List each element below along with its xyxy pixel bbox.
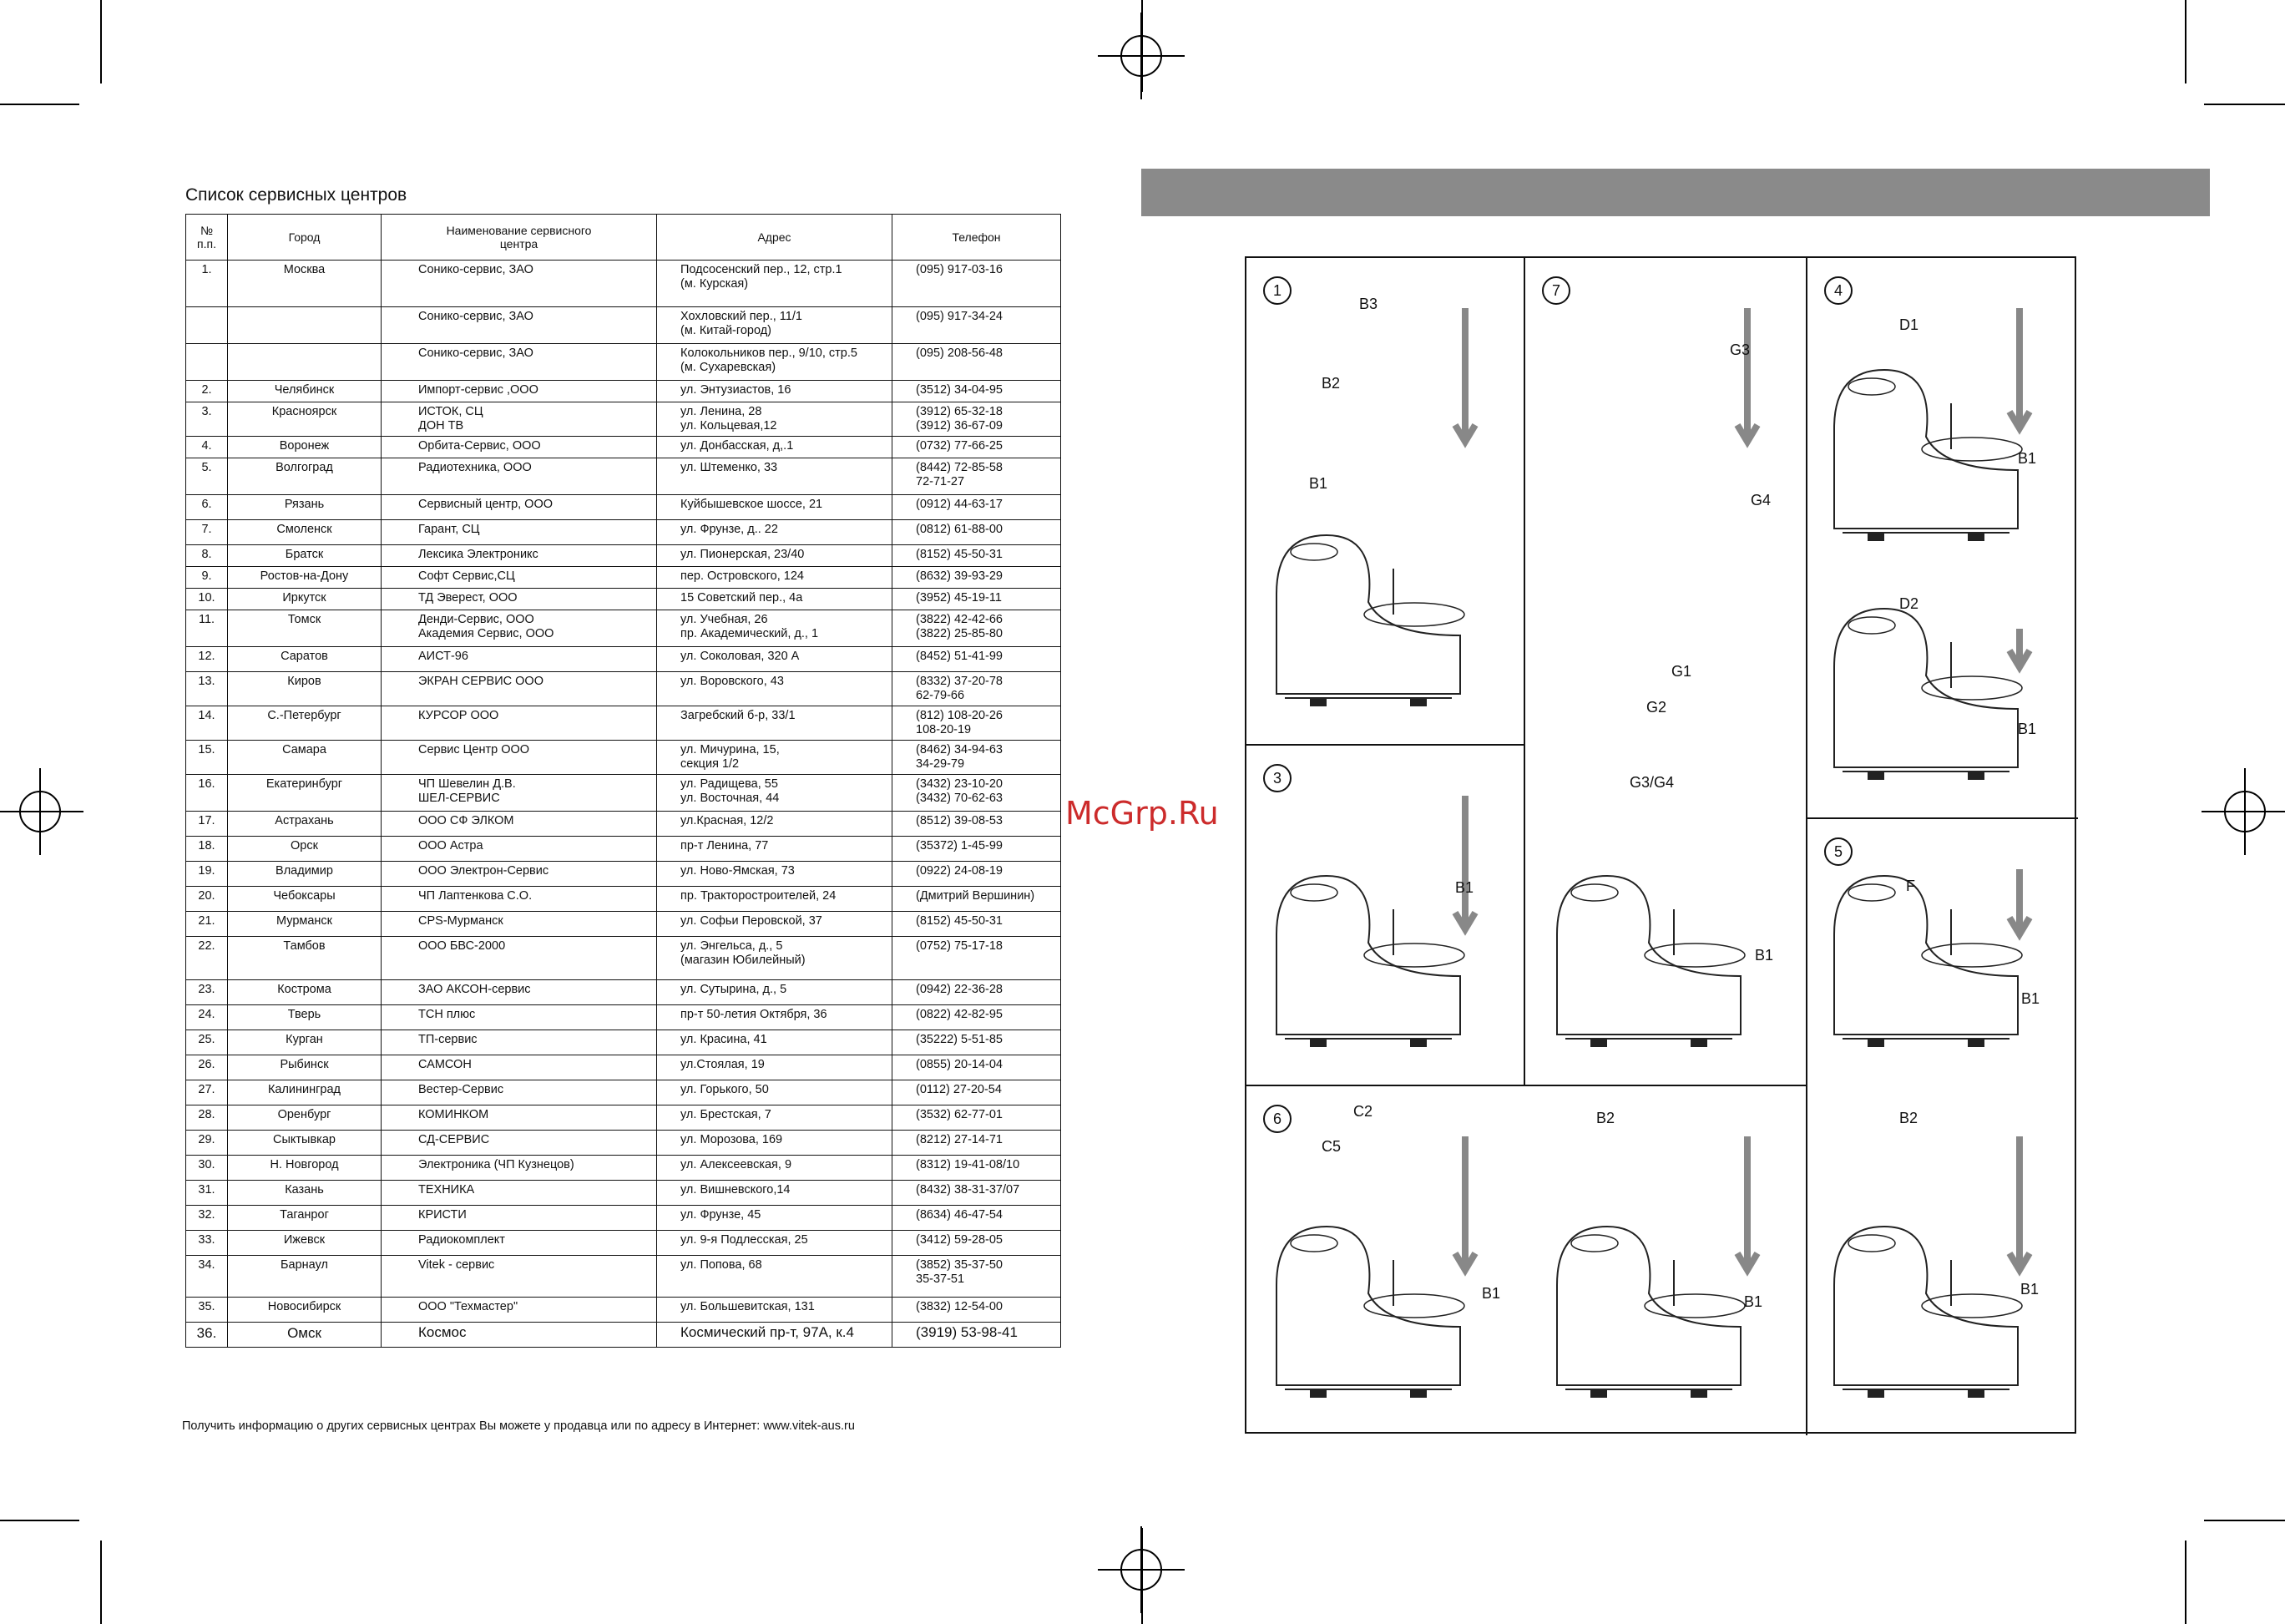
part-label: G4: [1751, 492, 1772, 508]
cell-num: [186, 344, 228, 381]
cell-org: КУРСОР ООО: [382, 706, 657, 741]
assembly-step-panel: [1246, 1086, 1524, 1435]
cell-phone: (8212) 27-14-71: [892, 1131, 1061, 1156]
crop-mark: [2204, 104, 2285, 105]
cell-org: Сонико-сервис, ЗАО: [382, 344, 657, 381]
cell-addr: ул. Софьи Перовской, 37: [657, 912, 892, 937]
step-number-badge: 6: [1263, 1105, 1292, 1133]
table-row: [186, 812, 1061, 837]
cell-num: 7.: [186, 520, 228, 545]
table-row: [186, 1256, 1061, 1298]
cell-addr: 15 Советский пер., 4а: [657, 589, 892, 610]
cell-addr: пр. Тракторостроителей, 24: [657, 887, 892, 912]
cell-num: 22.: [186, 937, 228, 980]
table-row: [186, 261, 1061, 307]
cell-city: Таганрог: [228, 1206, 382, 1231]
table-row: [186, 1206, 1061, 1231]
cell-num: 15.: [186, 741, 228, 775]
cell-num: 10.: [186, 589, 228, 610]
cell-addr: Колокольников пер., 9/10, стр.5 (м. Сухаревская): [657, 344, 892, 381]
cell-city: Рязань: [228, 495, 382, 520]
cell-num: 1.: [186, 261, 228, 307]
cell-city: Волгоград: [228, 458, 382, 495]
food-processor-illustration: [1807, 579, 2078, 817]
cell-city: Новосибирск: [228, 1298, 382, 1323]
part-label: G2: [1646, 699, 1667, 716]
cell-addr: ул. Брестская, 7: [657, 1105, 892, 1131]
cell-addr: ул. Учебная, 26 пр. Академический, д., 1: [657, 610, 892, 647]
cell-org: Гарант, СЦ: [382, 520, 657, 545]
cell-addr: Загребский б-р, 33/1: [657, 706, 892, 741]
cell-phone: (Дмитрий Вершинин): [892, 887, 1061, 912]
assembly-step-panel: [1525, 258, 1806, 1085]
cell-num: 13.: [186, 672, 228, 706]
table-row: [186, 647, 1061, 672]
cell-phone: (0855) 20-14-04: [892, 1055, 1061, 1080]
part-label: B2: [1322, 375, 1341, 392]
cell-addr: Подсосенский пер., 12, стр.1 (м. Курская): [657, 261, 892, 307]
cell-addr: ул. Морозова, 169: [657, 1131, 892, 1156]
cell-phone: (8152) 45-50-31: [892, 912, 1061, 937]
cell-addr: ул. Алексеевская, 9: [657, 1156, 892, 1181]
cell-city: Иркутск: [228, 589, 382, 610]
cell-org: КРИСТИ: [382, 1206, 657, 1231]
cell-addr: пр-т 50-летия Октября, 36: [657, 1005, 892, 1030]
cell-num: 12.: [186, 647, 228, 672]
table-row: [186, 1055, 1061, 1080]
cell-phone: (8312) 19-41-08/10: [892, 1156, 1061, 1181]
cell-num: 6.: [186, 495, 228, 520]
crop-mark: [0, 1520, 79, 1521]
cell-org: ЭКРАН СЕРВИС ООО: [382, 672, 657, 706]
part-label: B1: [2020, 1281, 2040, 1298]
cell-city: Н. Новгород: [228, 1156, 382, 1181]
cell-phone: (35222) 5-51-85: [892, 1030, 1061, 1055]
cell-phone: (0752) 75-17-18: [892, 937, 1061, 980]
table-row: [186, 589, 1061, 610]
crop-mark: [100, 0, 102, 83]
cell-addr: ул. Мичурина, 15, секция 1/2: [657, 741, 892, 775]
table-row: [186, 1131, 1061, 1156]
cell-phone: (0822) 42-82-95: [892, 1005, 1061, 1030]
column-header-phone: Телефон: [892, 215, 1061, 261]
cell-num: 34.: [186, 1256, 228, 1298]
cell-num: 11.: [186, 610, 228, 647]
part-label: G1: [1671, 663, 1692, 680]
cell-num: 27.: [186, 1080, 228, 1105]
cell-addr: ул. 9-я Подлесская, 25: [657, 1231, 892, 1256]
cell-phone: (8512) 39-08-53: [892, 812, 1061, 837]
table-header-row: [186, 215, 1061, 261]
cell-phone: (0732) 77-66-25: [892, 437, 1061, 458]
part-label: B1: [2018, 450, 2037, 467]
cell-num: 25.: [186, 1030, 228, 1055]
part-label: B1: [2021, 990, 2040, 1007]
table-row: [186, 980, 1061, 1005]
footer-note: Получить информацию о других сервисных центрах Вы можете у продавца или по адресу в Интернет: www.vitek-aus.ru: [182, 1419, 855, 1433]
cell-org: ООО Астра: [382, 837, 657, 862]
table-row: [186, 437, 1061, 458]
cell-city: Ижевск: [228, 1231, 382, 1256]
cell-phone: (8632) 39-93-29: [892, 567, 1061, 589]
part-label: B1: [1455, 879, 1474, 896]
cell-addr: ул. Донбасская, д,.1: [657, 437, 892, 458]
cell-org: Электроника (ЧП Кузнецов): [382, 1156, 657, 1181]
part-label: F: [1906, 878, 1915, 894]
food-processor-illustration: [1807, 1086, 2078, 1435]
cell-phone: (0812) 61-88-00: [892, 520, 1061, 545]
cell-num: 32.: [186, 1206, 228, 1231]
cell-addr: ул. Красина, 41: [657, 1030, 892, 1055]
cell-phone: (812) 108-20-26 108-20-19: [892, 706, 1061, 741]
table-row: [186, 837, 1061, 862]
table-row: [186, 307, 1061, 344]
table-row: [186, 706, 1061, 741]
cell-phone: (3512) 34-04-95: [892, 381, 1061, 402]
section-header-bar: [1141, 169, 2210, 216]
cell-org: ООО Электрон-Сервис: [382, 862, 657, 887]
cell-num: 35.: [186, 1298, 228, 1323]
part-label: D2: [1899, 595, 1919, 612]
cell-addr: ул. Энгельса, д., 5 (магазин Юбилейный): [657, 937, 892, 980]
part-label: B1: [1309, 475, 1328, 492]
registration-mark: [1098, 13, 1185, 99]
cell-phone: (3832) 12-54-00: [892, 1298, 1061, 1323]
cell-num: 30.: [186, 1156, 228, 1181]
cell-city: Казань: [228, 1181, 382, 1206]
cell-num: 18.: [186, 837, 228, 862]
cell-addr: ул. Большевитская, 131: [657, 1298, 892, 1323]
cell-phone: (0922) 24-08-19: [892, 862, 1061, 887]
cell-city: Орск: [228, 837, 382, 862]
cell-num: 21.: [186, 912, 228, 937]
cell-addr: ул. Горького, 50: [657, 1080, 892, 1105]
cell-addr: пр-т Ленина, 77: [657, 837, 892, 862]
crop-mark: [100, 1541, 102, 1624]
cell-city: Москва: [228, 261, 382, 307]
cell-num: 19.: [186, 862, 228, 887]
cell-phone: (3412) 59-28-05: [892, 1231, 1061, 1256]
part-label: B2: [1596, 1110, 1615, 1126]
part-label: B2: [1899, 1110, 1918, 1126]
cell-num: 31.: [186, 1181, 228, 1206]
cell-org: ТД Эверест, ООО: [382, 589, 657, 610]
cell-phone: (8332) 37-20-78 62-79-66: [892, 672, 1061, 706]
table-row: [186, 610, 1061, 647]
food-processor-illustration: [1525, 1086, 1806, 1435]
cell-addr: ул. Ленина, 28 ул. Кольцевая,12: [657, 402, 892, 437]
cell-city: Мурманск: [228, 912, 382, 937]
cell-num: 36.: [186, 1323, 228, 1348]
cell-org: ЗАО АКСОН-сервис: [382, 980, 657, 1005]
cell-city: Челябинск: [228, 381, 382, 402]
table-row: [186, 458, 1061, 495]
table-row: [186, 545, 1061, 567]
cell-phone: (8152) 45-50-31: [892, 545, 1061, 567]
assembly-diagram: [1245, 256, 2076, 1434]
cell-org: CPS-Мурманск: [382, 912, 657, 937]
cell-phone: (8452) 51-41-99: [892, 647, 1061, 672]
cell-addr: ул. Ново-Ямская, 73: [657, 862, 892, 887]
cell-addr: ул. Попова, 68: [657, 1256, 892, 1298]
cell-city: Владимир: [228, 862, 382, 887]
cell-phone: (8634) 46-47-54: [892, 1206, 1061, 1231]
cell-addr: ул. Вишневского,14: [657, 1181, 892, 1206]
cell-org: ЧП Лаптенкова С.О.: [382, 887, 657, 912]
table-row: [186, 1005, 1061, 1030]
table-row: [186, 402, 1061, 437]
registration-mark: [2202, 768, 2285, 855]
table-row: [186, 520, 1061, 545]
assembly-step-panel: [1246, 258, 1524, 744]
part-label: B1: [2018, 721, 2037, 737]
cell-addr: Космический пр-т, 97А, к.4: [657, 1323, 892, 1348]
part-label: B1: [1482, 1285, 1501, 1302]
assembly-step-panel: [1807, 1086, 2078, 1435]
cell-phone: (095) 917-03-16: [892, 261, 1061, 307]
cell-org: Орбита-Сервис, ООО: [382, 437, 657, 458]
cell-org: Вестер-Сервис: [382, 1080, 657, 1105]
page-title: Список сервисных центров: [185, 185, 407, 205]
cell-org: ЧП Шевелин Д.В. ШЕЛ-СЕРВИС: [382, 775, 657, 812]
cell-num: 26.: [186, 1055, 228, 1080]
part-label: D1: [1899, 316, 1919, 333]
cell-org: Радиокомплект: [382, 1231, 657, 1256]
cell-phone: (0912) 44-63-17: [892, 495, 1061, 520]
table-row: [186, 1231, 1061, 1256]
cell-org: Сервис Центр ООО: [382, 741, 657, 775]
watermark: McGrp.Ru: [1065, 795, 1219, 832]
cell-city: Рыбинск: [228, 1055, 382, 1080]
food-processor-illustration: [1807, 258, 2078, 579]
cell-city: [228, 307, 382, 344]
table-row: [186, 672, 1061, 706]
table-row: [186, 495, 1061, 520]
cell-num: 20.: [186, 887, 228, 912]
cell-org: Vitek - сервис: [382, 1256, 657, 1298]
cell-org: АИСТ-96: [382, 647, 657, 672]
part-label: C5: [1322, 1138, 1342, 1155]
table-row: [186, 1080, 1061, 1105]
cell-org: Сонико-сервис, ЗАО: [382, 261, 657, 307]
cell-num: 8.: [186, 545, 228, 567]
cell-phone: (8462) 34-94-63 34-29-79: [892, 741, 1061, 775]
cell-num: 24.: [186, 1005, 228, 1030]
crop-mark: [2185, 0, 2186, 83]
cell-addr: Куйбышевское шоссе, 21: [657, 495, 892, 520]
cell-phone: (3822) 42-42-66 (3822) 25-85-80: [892, 610, 1061, 647]
cell-num: 4.: [186, 437, 228, 458]
column-header-city: Город: [228, 215, 382, 261]
cell-city: Воронеж: [228, 437, 382, 458]
cell-org: Космос: [382, 1323, 657, 1348]
column-header-org: Наименование сервисного центра: [382, 215, 657, 261]
table-row: [186, 1181, 1061, 1206]
cell-num: 14.: [186, 706, 228, 741]
cell-addr: ул. Фрунзе, 45: [657, 1206, 892, 1231]
cell-org: ТСН плюс: [382, 1005, 657, 1030]
table-row: [186, 887, 1061, 912]
table-row: [186, 937, 1061, 980]
cell-phone: (3952) 45-19-11: [892, 589, 1061, 610]
cell-city: Чебоксары: [228, 887, 382, 912]
cell-city: Екатеринбург: [228, 775, 382, 812]
cell-city: Томск: [228, 610, 382, 647]
cell-org: Лексика Электроникс: [382, 545, 657, 567]
cell-num: [186, 307, 228, 344]
cell-addr: ул. Фрунзе, д.. 22: [657, 520, 892, 545]
cell-city: Омск: [228, 1323, 382, 1348]
cell-addr: ул.Стоялая, 19: [657, 1055, 892, 1080]
part-label: B1: [1755, 947, 1774, 964]
cell-city: Курган: [228, 1030, 382, 1055]
cell-org: САМСОН: [382, 1055, 657, 1080]
cell-num: 17.: [186, 812, 228, 837]
assembly-step-panel: [1807, 819, 2078, 1085]
assembly-step-panel: [1246, 746, 1524, 1085]
cell-phone: (095) 917-34-24: [892, 307, 1061, 344]
cell-city: Саратов: [228, 647, 382, 672]
cell-org: СД-СЕРВИС: [382, 1131, 657, 1156]
table-row: [186, 741, 1061, 775]
cell-phone: (095) 208-56-48: [892, 344, 1061, 381]
cell-city: Тамбов: [228, 937, 382, 980]
crop-mark: [2204, 1520, 2285, 1521]
cell-city: Ростов-на-Дону: [228, 567, 382, 589]
table-row: [186, 775, 1061, 812]
cell-num: 16.: [186, 775, 228, 812]
part-label: B3: [1359, 296, 1378, 312]
service-centers-table: [185, 214, 1061, 1348]
cell-phone: (3912) 65-32-18 (3912) 36-67-09: [892, 402, 1061, 437]
step-number-badge: 4: [1824, 276, 1853, 305]
registration-mark: [0, 768, 83, 855]
cell-num: 33.: [186, 1231, 228, 1256]
step-number-badge: 5: [1824, 837, 1853, 866]
part-label: G3: [1730, 341, 1751, 358]
part-label: G3/G4: [1630, 774, 1675, 791]
table-row: [186, 1298, 1061, 1323]
table-row: [186, 567, 1061, 589]
cell-addr: ул. Сутырина, д., 5: [657, 980, 892, 1005]
cell-org: Сонико-сервис, ЗАО: [382, 307, 657, 344]
table-row: [186, 862, 1061, 887]
cell-num: 23.: [186, 980, 228, 1005]
registration-mark: [1098, 1526, 1185, 1613]
part-label: B1: [1744, 1293, 1763, 1310]
table-row: [186, 344, 1061, 381]
cell-org: ООО БВС-2000: [382, 937, 657, 980]
cell-org: ООО СФ ЭЛКОМ: [382, 812, 657, 837]
crop-mark: [2185, 1541, 2186, 1624]
column-header-num: № п.п.: [186, 215, 228, 261]
cell-org: ООО "Техмастер": [382, 1298, 657, 1323]
cell-city: [228, 344, 382, 381]
table-row: [186, 1156, 1061, 1181]
step-number-badge: 3: [1263, 764, 1292, 792]
table-row: [186, 381, 1061, 402]
cell-org: Софт Сервис,СЦ: [382, 567, 657, 589]
step-number-badge: 1: [1263, 276, 1292, 305]
cell-num: 9.: [186, 567, 228, 589]
cell-org: ТЕХНИКА: [382, 1181, 657, 1206]
part-label: C2: [1353, 1103, 1373, 1120]
cell-phone: (35372) 1-45-99: [892, 837, 1061, 862]
cell-city: Астрахань: [228, 812, 382, 837]
crop-mark: [0, 104, 79, 105]
cell-city: Оренбург: [228, 1105, 382, 1131]
cell-org: КОМИНКОМ: [382, 1105, 657, 1131]
cell-addr: ул. Штеменко, 33: [657, 458, 892, 495]
cell-phone: (3432) 23-10-20 (3432) 70-62-63: [892, 775, 1061, 812]
cell-addr: ул. Энтузиастов, 16: [657, 381, 892, 402]
cell-city: Тверь: [228, 1005, 382, 1030]
cell-addr: Хохловский пер., 11/1 (м. Китай-город): [657, 307, 892, 344]
cell-city: Кострома: [228, 980, 382, 1005]
cell-org: ИСТОК, СЦ ДОН ТВ: [382, 402, 657, 437]
cell-num: 28.: [186, 1105, 228, 1131]
cell-phone: (8442) 72-85-58 72-71-27: [892, 458, 1061, 495]
food-processor-illustration: [1246, 1086, 1524, 1435]
cell-num: 5.: [186, 458, 228, 495]
cell-city: Барнаул: [228, 1256, 382, 1298]
cell-num: 3.: [186, 402, 228, 437]
table-row: [186, 912, 1061, 937]
column-header-address: Адрес: [657, 215, 892, 261]
cell-phone: (3532) 62-77-01: [892, 1105, 1061, 1131]
cell-city: Самара: [228, 741, 382, 775]
cell-phone: (8432) 38-31-37/07: [892, 1181, 1061, 1206]
cell-phone: (0112) 27-20-54: [892, 1080, 1061, 1105]
cell-city: Красноярск: [228, 402, 382, 437]
food-processor-illustration: [1246, 258, 1524, 744]
cell-org: ТП-сервис: [382, 1030, 657, 1055]
cell-addr: ул. Пионерская, 23/40: [657, 545, 892, 567]
table-row: [186, 1323, 1061, 1348]
cell-addr: пер. Островского, 124: [657, 567, 892, 589]
cell-org: Радиотехника, ООО: [382, 458, 657, 495]
cell-city: Калининград: [228, 1080, 382, 1105]
cell-org: Импорт-сервис ,ООО: [382, 381, 657, 402]
cell-city: Братск: [228, 545, 382, 567]
cell-city: С.-Петербург: [228, 706, 382, 741]
cell-phone: (3852) 35-37-50 35-37-51: [892, 1256, 1061, 1298]
cell-addr: ул.Красная, 12/2: [657, 812, 892, 837]
cell-city: Киров: [228, 672, 382, 706]
cell-org: Сервисный центр, ООО: [382, 495, 657, 520]
table-row: [186, 1030, 1061, 1055]
table-row: [186, 1105, 1061, 1131]
cell-city: Смоленск: [228, 520, 382, 545]
cell-phone: (3919) 53-98-41: [892, 1323, 1061, 1348]
assembly-step-panel: [1807, 579, 2078, 817]
food-processor-illustration: [1246, 746, 1524, 1085]
assembly-step-panel: [1525, 1086, 1806, 1435]
cell-addr: ул. Воровского, 43: [657, 672, 892, 706]
cell-phone: (0942) 22-36-28: [892, 980, 1061, 1005]
cell-city: Сыктывкар: [228, 1131, 382, 1156]
cell-org: Денди-Сервис, ООО Академия Сервис, ООО: [382, 610, 657, 647]
cell-num: 2.: [186, 381, 228, 402]
cell-addr: ул. Соколовая, 320 А: [657, 647, 892, 672]
step-number-badge: 7: [1542, 276, 1570, 305]
cell-addr: ул. Радищева, 55 ул. Восточная, 44: [657, 775, 892, 812]
assembly-step-panel: [1807, 258, 2078, 579]
cell-num: 29.: [186, 1131, 228, 1156]
